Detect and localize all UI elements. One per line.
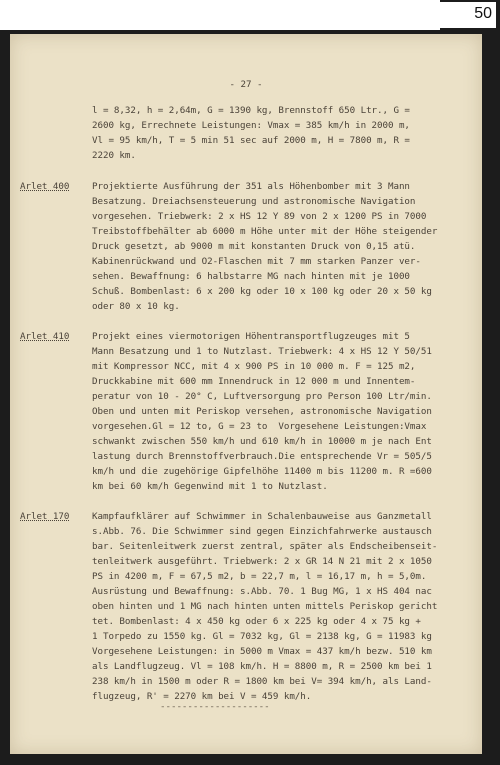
entry-line: 1 Torpedo zu 1550 kg. Gl = 7032 kg, Gl = 2138 kg, G = 11983 kg (92, 631, 432, 642)
entry-reference: Arlet 410 (20, 331, 70, 342)
intro-line: Vl = 95 km/h, T = 5 min 51 sec auf 2000 m, H = 7800 m, R = (92, 135, 410, 146)
entry-line: lastung durch Brennstoffverbrauch.Die entsprechende Vr = 505/5 (92, 451, 432, 462)
entry-line: km bei 60 km/h Gegenwind mit 1 to Nutzlast. (92, 481, 328, 492)
entry-line: tenleitwerk ausgeführt. Triebwerk: 2 x GR 14 N 21 mit 2 x 1050 (92, 556, 432, 567)
entry-line: oder 80 x 10 kg. (92, 301, 180, 312)
intro-line: 2220 km. (92, 150, 136, 161)
top-margin (0, 0, 440, 30)
closing-rule: -------------------- (160, 701, 270, 712)
entry-line: mit Kompressor NCC, mit 4 x 900 PS in 10 000 m. F = 125 m2, (92, 361, 416, 372)
entry-line: Druckkabine mit 600 mm Innendruck in 12 000 m und Innentem- (92, 376, 416, 387)
entry-line: Projekt eines viermotorigen Höhentransportflugzeuges mit 5 (92, 331, 410, 342)
entry-line: Ausrüstung und Bewaffnung: s.Abb. 70. 1 Bug MG, 1 x HS 404 nac (92, 586, 432, 597)
entry-line: vorgesehen. Triebwerk: 2 x HS 12 Y 89 von 2 x 1200 PS in 7000 (92, 211, 427, 222)
entry-line: schwankt zwischen 550 km/h und 610 km/h in 10000 m je nach Ent (92, 436, 432, 447)
entry-line: flugzeug, R' = 2270 km bei V = 459 km/h. (92, 691, 312, 702)
folio: - 27 - (229, 79, 263, 90)
entry-line: als Landflugzeug. Vl = 108 km/h. H = 8800 m, R = 2500 km bei 1 (92, 661, 432, 672)
entry-line: Projektierte Ausführung der 351 als Höhenbomber mit 3 Mann (92, 181, 410, 192)
entry-line: PS in 4200 m, F = 67,5 m2, b = 22,7 m, l = 16,17 m, h = 5,0m. (92, 571, 427, 582)
typewritten-text (10, 34, 482, 754)
entry-line: oben hinten und 1 MG nach hinten unten mittels Periskop gericht (92, 601, 438, 612)
entry-line: 238 km/h in 1500 m oder R = 1800 km bei V= 394 km/h, als Land- (92, 676, 432, 687)
entry-line: km/h und die zugehörige Gipfelhöhe 11400 m bis 11200 m. R =600 (92, 466, 432, 477)
entry-line: s.Abb. 76. Die Schwimmer sind gegen Einzichfahrwerke austausch (92, 526, 432, 537)
document-sheet (10, 34, 482, 754)
entry-line: Druck gesetzt, ab 9000 m mit konstanten Druck von 0,15 atü. (92, 241, 416, 252)
entry-line: Oben und unten mit Periskop versehen, astronomische Navigation (92, 406, 432, 417)
intro-line: 2600 kg, Errechnete Leistungen: Vmax = 385 km/h in 2000 m, (92, 120, 410, 131)
entry-line: peratur von 10 - 20° C, Luftversorgung pro Person 100 Ltr/min. (92, 391, 432, 402)
entry-line: Vorgesehene Leistungen: in 5000 m Vmax = 437 km/h bezw. 510 km (92, 646, 432, 657)
entry-line: sehen. Bewaffnung: 6 halbstarre MG nach hinten mit je 1000 (92, 271, 410, 282)
page-number: 50 (434, 2, 496, 28)
entry-reference: Arlet 170 (20, 511, 70, 522)
entry-reference: Arlet 400 (20, 181, 70, 192)
entry-line: Kabinenrückwand und O2-Flaschen mit 7 mm starken Panzer ver- (92, 256, 421, 267)
entry-line: Mann Besatzung und 1 to Nutzlast. Triebwerk: 4 x HS 12 Y 50/51 (92, 346, 432, 357)
entry-line: Besatzung. Dreiachsensteuerung und astronomische Navigation (92, 196, 416, 207)
intro-line: l = 8,32, h = 2,64m, G = 1390 kg, Brennstoff 650 Ltr., G = (92, 105, 410, 116)
entry-line: Kampfaufklärer auf Schwimmer in Schalenbauweise aus Ganzmetall (92, 511, 432, 522)
entry-line: tet. Bombenlast: 4 x 450 kg oder 6 x 225 kg oder 4 x 75 kg + (92, 616, 421, 627)
entry-line: vorgesehen.Gl = 12 to, G = 23 to Vorgesehene Leistungen:Vmax (92, 421, 427, 432)
entry-line: bar. Seitenleitwerk zuerst zentral, später als Endscheibenseit- (92, 541, 438, 552)
entry-line: Schuß. Bombenlast: 6 x 200 kg oder 10 x 100 kg oder 20 x 50 kg (92, 286, 432, 297)
entry-line: Treibstoffbehälter ab 6000 m Höhe unter mit der Höhe steigender (92, 226, 438, 237)
